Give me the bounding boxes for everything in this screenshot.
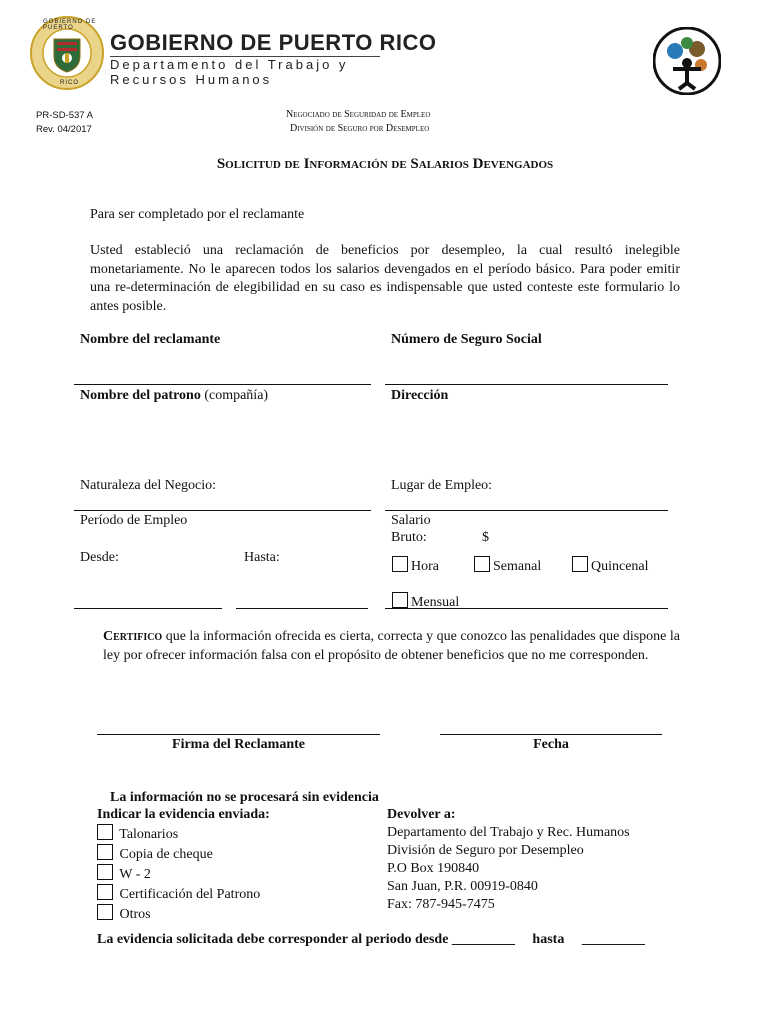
ssn-line[interactable] <box>385 384 668 385</box>
certificacion-checkbox[interactable] <box>97 884 113 900</box>
talonarios-checkbox[interactable] <box>97 824 113 840</box>
return-line: San Juan, P.R. 00919-0840 <box>387 879 538 894</box>
evidence-item[interactable] <box>97 824 260 844</box>
evidence-label: W - 2 <box>119 867 151 882</box>
bureau-name: Negociado de Seguridad de Empleo <box>286 109 431 120</box>
evidence-item[interactable] <box>97 884 260 904</box>
certify-text: que la información ofrecida es cierta, correcta y que conozco las penalidades que dispone la ley por ofrecer información falsa con el propósito de obtener beneficios que no me corresponden. <box>103 629 680 663</box>
weekly-label: Semanal <box>493 559 542 574</box>
footer-text: La evidencia solicitada debe corresponder al periodo desde <box>97 932 449 947</box>
work-place-label: Lugar de Empleo: <box>391 478 493 493</box>
signature-line[interactable] <box>97 734 380 735</box>
evidence-item[interactable] <box>97 844 260 864</box>
gov-title: GOBIERNO DE PUERTO RICO <box>110 30 437 55</box>
seal-text-top: GOBIERNO DE PUERTO <box>43 19 97 31</box>
dept-line2: Recursos Humanos <box>110 72 273 87</box>
salary-line[interactable] <box>385 608 668 609</box>
claimant-name-line[interactable] <box>74 384 371 385</box>
employer-name-note: (compañía) <box>204 388 269 403</box>
revision: Rev. 04/2017 <box>36 124 92 135</box>
biweekly-checkbox[interactable] <box>572 556 588 572</box>
evidence-list <box>97 824 260 924</box>
evidence-item[interactable] <box>97 864 260 884</box>
evidence-item[interactable] <box>97 904 260 924</box>
certify-paragraph <box>103 628 680 665</box>
government-seal <box>30 16 104 90</box>
signature-label: Firma del Reclamante <box>172 737 305 752</box>
footer-to-blank[interactable]: _________ <box>581 932 645 947</box>
return-line: División de Seguro por Desempleo <box>387 843 584 858</box>
w2-checkbox[interactable] <box>97 864 113 880</box>
pay-option-biweekly[interactable] <box>572 556 649 575</box>
pay-option-weekly[interactable] <box>474 556 541 575</box>
return-line: P.O Box 190840 <box>387 861 480 876</box>
copia-cheque-checkbox[interactable] <box>97 844 113 860</box>
evidence-label: Certificación del Patrono <box>119 887 261 902</box>
intro-paragraph: Usted estableció una reclamación de beneficios por desempleo, la cual resultó inelegible monetariamente. No le aparecen todos los salarios devengados en el período básico. Para poder emitir una re-determinación de elegibilidad en su caso es indispensable que usted conteste este formulario lo antes posible. <box>90 243 680 314</box>
to-label: Hasta: <box>244 550 280 565</box>
intro-subtitle: Para ser completado por el reclamante <box>90 207 305 222</box>
evidence-label: Talonarios <box>119 827 179 842</box>
division-name: División de Seguro por Desempleo <box>290 123 430 134</box>
ssn-label: Número de Seguro Social <box>391 332 542 347</box>
certify-lead: Certifico <box>103 629 163 644</box>
hourly-label: Hora <box>411 559 439 574</box>
return-line: Departamento del Trabajo y Rec. Humanos <box>387 825 630 840</box>
footer-from-blank[interactable]: _________ <box>451 932 515 947</box>
evidence-notice: La información no se procesará sin evidencia <box>110 790 379 805</box>
otros-checkbox[interactable] <box>97 904 113 920</box>
claimant-name-label: Nombre del reclamante <box>80 332 221 347</box>
return-address <box>387 824 630 914</box>
form-code: PR-SD-537 A <box>36 110 94 121</box>
work-place-line[interactable] <box>385 510 668 511</box>
employer-name-label: Nombre del patrono <box>80 388 201 403</box>
date-line[interactable] <box>440 734 662 735</box>
gross-salary-label-1: Salario <box>391 513 431 528</box>
monthly-label: Mensual <box>411 595 460 610</box>
employer-name-row <box>80 388 268 404</box>
gross-salary-label-2: Bruto: <box>391 530 427 545</box>
evidence-label: Copia de cheque <box>119 847 213 862</box>
footer-line <box>97 932 645 948</box>
from-label: Desde: <box>80 550 119 565</box>
evidence-indicate: Indicar la evidencia enviada: <box>97 807 270 822</box>
currency-symbol: $ <box>482 530 489 545</box>
seal-text-bottom: RICO <box>60 80 79 86</box>
employment-period-label: Período de Empleo <box>80 513 188 528</box>
to-date-line[interactable] <box>236 608 368 609</box>
date-label: Fecha <box>533 737 569 752</box>
hourly-checkbox[interactable] <box>392 556 408 572</box>
return-line: Fax: 787-945-7475 <box>387 897 495 912</box>
from-date-line[interactable] <box>74 608 222 609</box>
address-label: Dirección <box>391 388 449 403</box>
form-title: Solicitud de Información de Salarios Devengados <box>216 156 554 172</box>
pay-option-hourly[interactable] <box>392 556 439 575</box>
return-to-label: Devolver a: <box>387 807 456 822</box>
footer-until: hasta <box>532 932 565 947</box>
biweekly-label: Quincenal <box>591 559 649 574</box>
business-nature-label: Naturaleza del Negocio: <box>80 478 217 493</box>
business-nature-line[interactable] <box>74 510 371 511</box>
monthly-checkbox[interactable] <box>392 592 408 608</box>
dtrh-logo <box>653 27 721 95</box>
weekly-checkbox[interactable] <box>474 556 490 572</box>
dept-line1: Departamento del Trabajo y <box>110 57 349 72</box>
evidence-label: Otros <box>119 907 151 922</box>
